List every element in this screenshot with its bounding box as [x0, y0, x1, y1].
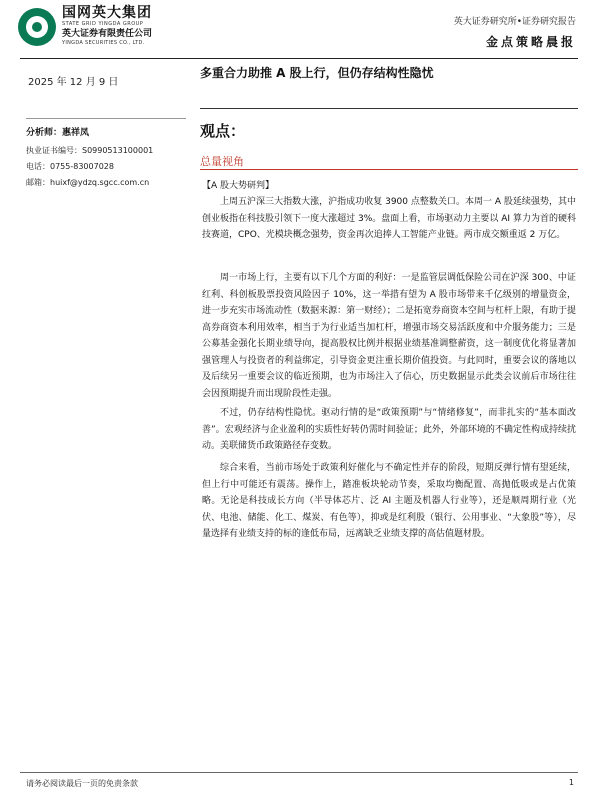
section-divider — [200, 169, 578, 170]
section-title: 总量视角 — [200, 155, 244, 168]
analyst-email[interactable]: 邮箱：huixf@ydzq.sgcc.com.cn — [26, 178, 150, 187]
logo-company-name-en: YINGDA SECURITIES CO., LTD. — [62, 40, 145, 46]
logo-group-name: 国网英大集团 — [62, 5, 152, 21]
page-number: 1 — [568, 778, 574, 787]
logo-company-name: 英大证券有限责任公司 — [62, 29, 153, 39]
company-logo — [18, 6, 238, 50]
report-series: 金点策略晨报 — [485, 35, 576, 49]
logo-emblem-icon — [18, 8, 56, 46]
report-org: 英大证券研究所•证券研究报告 — [453, 17, 576, 27]
report-date: 2025 年 12 月 9 日 — [28, 77, 119, 88]
paragraph-2: 周一市场上行，主要有以下几个方面的利好：一是监管层调低保险公司在沪深 300、中证红利、科创板股票投资风险因子 10%，这一举措有望为 A 股市场带来千亿级别的增量资金，进一步充实市场流动性（数据来源：第一财经）；二是拓宽券商资本空间与杠杆上限，有助于提高券商资本利用效率，相当于为行业适当加杠杆，增强市场交易活跃度和中介服务能力；三是公募基金强化长期业绩导向，提高股权比例并根据业绩基准调整薪资，这一制度优化将显著加强管理人与投资者的利益绑定，引导资金更注重长期价值投资。与此同时，重要会议的落地以及后续另一重要会议的临近预期，也为市场注入了信心，历史数据显示此类会议前后市场往往会因预期提升而出现阶段性走强。 — [202, 273, 576, 399]
paragraph-3: 不过，仍存结构性隐忧。驱动行情的是“政策预期”与“情绪修复”，而非扎实的“基本面改善”。宏观经济与企业盈利的实质性好转仍需时间验证；此外，外部环境的不确定性构成持续扰动。美联储货币政策路径存变数。 — [202, 408, 576, 451]
subsection-title: 【A 股大势研判】 — [202, 181, 275, 191]
logo-group-name-en: STATE GRID YINGDA GROUP — [62, 21, 144, 27]
header-divider — [20, 58, 578, 59]
analyst-phone: 电话：0755-83007028 — [26, 162, 114, 171]
footer-disclaimer: 请务必阅读最后一页的免责条款 — [26, 779, 138, 788]
title-divider — [200, 108, 578, 109]
analyst-divider — [26, 118, 186, 119]
analyst-name: 分析师：惠祥凤 — [26, 128, 90, 138]
footer-divider — [20, 772, 578, 773]
paragraph-4: 综合来看，当前市场处于政策利好催化与不确定性并存的阶段，短期反弹行情有望延续，但上行中可能还有震荡。操作上，踏准板块轮动节奏，采取均衡配置、高抛低吸或是占优策略。无论是科技成长方向（半导体芯片、泛 AI 主题及机器人行业等），还是顺周期行业（光伏、电池、储能、化工、煤炭、有色等），抑或是红利股（银行、公用事业、“大象股”等），尽量选择有业绩支持的标的逢低布局，远离缺乏业绩支撑的高估值题材股。 — [202, 463, 576, 539]
paragraph-1: 上周五沪深三大指数大涨，沪指成功收复 3900 点整数关口。本周一 A 股延续强势，其中创业板指在科技股引领下一度大涨超过 3%。盘面上看，市场驱动力主要以 AI 算力为首的硬科技赛道，CPO、光模块概念强势，资金再次追捧人工智能产业链。两市成交额重返 2 万亿。 — [202, 197, 576, 240]
viewpoint-heading: 观点： — [200, 122, 246, 140]
analyst-cert: 执业证书编号：S0990513100001 — [26, 146, 154, 155]
report-title: 多重合力助推 A 股上行，但仍存结构性隐忧 — [200, 66, 434, 80]
